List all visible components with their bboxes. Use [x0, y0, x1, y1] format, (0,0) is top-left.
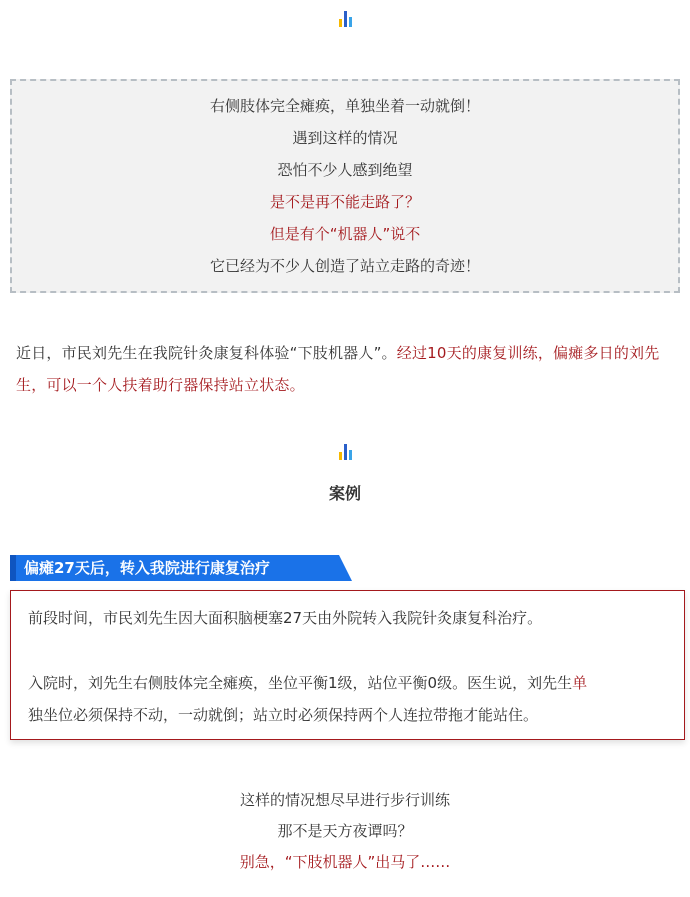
intro-line: 恐怕不少人感到绝望	[277, 161, 413, 179]
case-line: 前段时间，市民刘先生因大面积脑梗塞27天由外院转入我院针灸康复科治疗。	[28, 609, 543, 627]
ending-line: 这样的情况想尽早进行步行训练	[239, 791, 450, 809]
case-banner	[10, 555, 352, 581]
ending-line: 别急，“下肢机器人”出马了……	[239, 853, 451, 871]
case-line	[28, 673, 676, 693]
ending-line: 那不是天方夜谭吗？	[277, 822, 413, 840]
banner-label: 偏瘫27天后，转入我院进行康复治疗	[24, 559, 270, 577]
bar-chart-icon	[338, 442, 354, 460]
intro-paragraph	[16, 337, 676, 401]
intro-line: 但是有个“机器人”说不	[269, 225, 421, 243]
intro-line: 遇到这样的情况	[292, 129, 398, 147]
intro-line: 是不是再不能走路了？	[269, 193, 420, 211]
case-line-red: 单	[572, 674, 588, 692]
intro-line: 右侧肢体完全瘫痪，单独坐着一动就倒！	[209, 97, 480, 115]
intro-line: 它已经为不少人创造了站立走路的奇迹！	[209, 257, 480, 275]
case-line-normal: 入院时，刘先生右侧肢体完全瘫痪，坐位平衡1级，站位平衡0级。医生说，刘先生	[28, 674, 573, 692]
paragraph-highlight-text: 经过10天的康复训练，偏瘫多日的刘先生，可以一个人扶着助行器保持站立状态。	[16, 344, 660, 394]
bar-chart-icon	[338, 9, 354, 27]
intro-quote-box	[10, 79, 680, 293]
section-title: 案例	[328, 484, 361, 503]
case-line: 独坐位必须保持不动，一动就倒；站立时必须保持两个人连拉带拖才能站住。	[28, 706, 539, 724]
paragraph-normal-text: 近日，市民刘先生在我院针灸康复科体验“下肢机器人”。	[16, 344, 397, 362]
case-box	[10, 590, 685, 740]
